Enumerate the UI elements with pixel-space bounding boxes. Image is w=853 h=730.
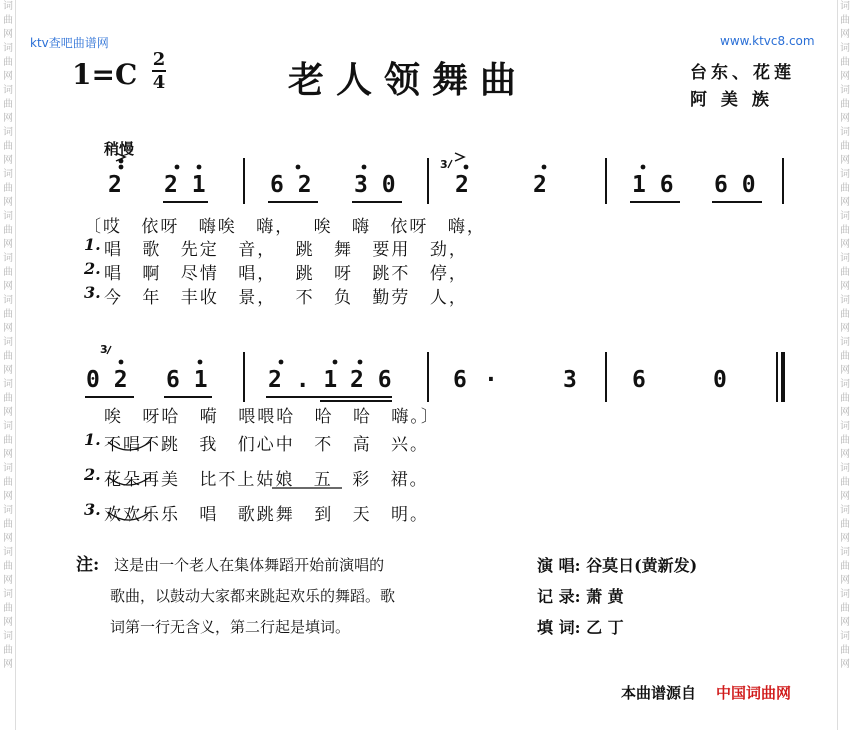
side-watermark-char: 词 [840, 211, 850, 222]
note-l2-4: 2 6 [350, 367, 392, 393]
side-watermark-char: 词 [3, 169, 13, 180]
side-watermark-char: 网 [840, 533, 850, 544]
side-watermark-char: 词 [3, 85, 13, 96]
side-watermark-char: 网 [3, 281, 13, 292]
note-l2-8: 6 [632, 367, 646, 393]
key-signature: 1=C [72, 58, 138, 91]
lyric-l1-row-1: 唱 歌 先定 音， 跳 舞 要用 劲， [104, 240, 468, 260]
side-watermark-char: 曲 [840, 99, 850, 110]
side-watermark-char: 词 [3, 505, 13, 516]
credit-lyricist [537, 612, 697, 643]
side-watermark-char: 网 [3, 407, 13, 418]
lyric-l2-row-1: 不唱不跳 我 们心中 不 高 兴。 [104, 435, 430, 455]
side-watermark-char: 曲 [840, 183, 850, 194]
side-watermark-char: 词 [3, 421, 13, 432]
note-l2-1: 0 2 [86, 367, 128, 393]
credit-recorder-value: 萧 黄 [586, 587, 624, 606]
lyric-l2-row-0: 唉 呀哈 嗬 喂喂哈 哈 哈 嗨。〕 [104, 407, 440, 427]
lyric-l2-row-3: 欢欢乐乐 唱 歌跳舞 到 天 明。 [104, 505, 430, 525]
side-watermark-char: 曲 [3, 267, 13, 278]
credit-singer [537, 550, 697, 581]
side-watermark-char: 词 [840, 589, 850, 600]
side-watermark-char: 曲 [840, 141, 850, 152]
note-l1-5: 2 [455, 172, 469, 198]
note-l2-6: · [484, 367, 498, 393]
octave-dots [119, 159, 646, 365]
side-watermark-char: 曲 [840, 603, 850, 614]
note-l1-8: 6 0 [714, 172, 756, 198]
side-watermark-char: 网 [3, 71, 13, 82]
grace-slash [107, 160, 452, 354]
footnote-label: 注: [76, 555, 100, 575]
side-watermark-char: 词 [840, 337, 850, 348]
side-watermark-char: 网 [3, 365, 13, 376]
side-watermark-char: 网 [3, 575, 13, 586]
side-watermark-char: 词 [840, 43, 850, 54]
side-watermark-char: 网 [840, 155, 850, 166]
side-watermark-char: 曲 [840, 15, 850, 26]
side-watermark-char: 词 [840, 505, 850, 516]
note-l1-4: 3 0 [354, 172, 396, 198]
side-watermark-char: 曲 [3, 645, 13, 656]
side-watermark-char: 曲 [3, 435, 13, 446]
side-watermark-char: 词 [840, 547, 850, 558]
verse-num-l2-3: 3. [84, 500, 101, 519]
credit-singer-value: 谷莫日(黄新发) [586, 556, 698, 575]
footnote-line-2: 歌曲，以鼓动大家都来跳起欢乐的舞蹈。歌 [110, 587, 396, 605]
side-watermark-char: 词 [3, 127, 13, 138]
side-watermark-char: 词 [840, 379, 850, 390]
side-watermark-char: 网 [3, 617, 13, 628]
side-watermark-char: 词 [840, 1, 850, 12]
beam-underlines [85, 202, 762, 401]
lyric-l1-row-2: 唱 啊 尽情 唱， 跳 呀 跳不 停， [104, 264, 468, 284]
side-watermark-char: 网 [840, 407, 850, 418]
side-watermark-char: 网 [840, 365, 850, 376]
source-prefix: 本曲谱源自 [621, 684, 697, 702]
side-watermark-char: 网 [3, 323, 13, 334]
side-watermark-char: 曲 [3, 141, 13, 152]
side-watermark-char: 词 [840, 85, 850, 96]
side-watermark-char: 词 [3, 337, 13, 348]
origin-line-1: 台东、花莲 [690, 63, 795, 83]
note-l1-1: 2 [108, 172, 122, 198]
note-l1-6: 2 [533, 172, 547, 198]
verse-num-l1-2: 2. [84, 259, 101, 278]
side-watermark-char: 曲 [840, 225, 850, 236]
side-watermark-char: 网 [3, 533, 13, 544]
side-watermark-char: 曲 [840, 561, 850, 572]
side-watermark-char: 曲 [840, 645, 850, 656]
side-watermark-char: 词 [3, 379, 13, 390]
side-watermark-char: 曲 [3, 351, 13, 362]
lyric-ties [108, 442, 342, 520]
credits [537, 550, 697, 643]
source-site-link[interactable]: 中国词曲网 [716, 684, 792, 702]
side-watermark-char: 曲 [840, 393, 850, 404]
side-watermark-char: 词 [3, 589, 13, 600]
note-l2-3: 2 . 1 [268, 367, 338, 393]
credit-recorder-label: 记 录: [537, 587, 581, 606]
side-watermark-char: 网 [3, 29, 13, 40]
side-watermark-char: 网 [840, 71, 850, 82]
side-watermark-char: 网 [840, 197, 850, 208]
verse-num-l2-1: 1. [84, 430, 101, 449]
side-watermark-char: 曲 [3, 561, 13, 572]
time-sig-bottom: 4 [152, 72, 166, 93]
side-watermark-char: 词 [840, 631, 850, 642]
watermark-right: www.ktvc8.com [720, 34, 815, 48]
credit-lyricist-label: 填 词: [537, 618, 581, 637]
verse-num-l1-3: 3. [84, 283, 101, 302]
side-watermark-char: 词 [3, 295, 13, 306]
side-watermark-char: 网 [3, 155, 13, 166]
side-watermark-char: 曲 [3, 309, 13, 320]
verse-num-l2-2: 2. [84, 465, 101, 484]
side-watermark-char: 网 [840, 659, 850, 670]
side-watermark-char: 网 [3, 449, 13, 460]
footnote-line-1: 这是由一个老人在集体舞蹈开始前演唱的 [114, 556, 385, 574]
side-watermark-char: 曲 [3, 603, 13, 614]
side-watermark-char: 网 [840, 281, 850, 292]
side-watermark-char: 网 [3, 113, 13, 124]
side-watermark-char: 词 [3, 631, 13, 642]
time-sig-top: 2 [152, 49, 166, 70]
note-l2-9: 0 [713, 367, 727, 393]
note-l2-2: 6 1 [166, 367, 208, 393]
accent-marks [116, 153, 464, 161]
credit-singer-label: 演 唱: [537, 556, 581, 575]
side-watermark-char: 网 [840, 323, 850, 334]
side-watermark-char: 曲 [3, 183, 13, 194]
side-watermark-char: 曲 [840, 309, 850, 320]
note-l1-7: 1 6 [632, 172, 674, 198]
side-watermark-char: 曲 [3, 393, 13, 404]
side-watermark-char: 曲 [3, 57, 13, 68]
lyric-l2-row-2: 花朵再美 比不上姑娘 五 彩 裙。 [104, 470, 429, 490]
side-watermark-char: 网 [3, 659, 13, 670]
credit-recorder [537, 581, 697, 612]
side-watermark-char: 曲 [840, 57, 850, 68]
note-l1-2: 2 1 [164, 172, 206, 198]
lyric-l1-row-3: 今 年 丰收 景， 不 负 勤劳 人， [104, 288, 468, 308]
side-watermark-char: 网 [840, 113, 850, 124]
lyric-l1-row-0: 〔哎 依呀 嗨唉 嗨， 唉 嗨 依呀 嗨， [84, 217, 486, 237]
side-watermark-char: 网 [840, 29, 850, 40]
note-l2-7: 3 [563, 367, 577, 393]
source-line [621, 682, 791, 703]
side-watermark-char: 网 [840, 617, 850, 628]
side-watermark-char: 词 [3, 43, 13, 54]
side-watermark-char: 词 [840, 421, 850, 432]
note-l1-3: 6 2 [270, 172, 312, 198]
song-title: 老人领舞曲 [288, 59, 529, 101]
grace-note-l2: 3 [100, 343, 108, 356]
side-watermark-char: 网 [840, 239, 850, 250]
side-watermark-char: 词 [840, 253, 850, 264]
tempo-marking: 稍慢 [104, 140, 135, 158]
side-watermark-char: 词 [3, 211, 13, 222]
side-watermark-char: 曲 [3, 477, 13, 488]
watermark-left: ktv查吧曲谱网 [30, 36, 109, 50]
side-watermark-char: 词 [3, 1, 13, 12]
side-watermark-char: 网 [3, 491, 13, 502]
side-watermark-char: 曲 [840, 351, 850, 362]
note-l2-5: 6 [453, 367, 467, 393]
footnote [76, 550, 395, 643]
side-watermark-char: 词 [840, 169, 850, 180]
footnote-line-3: 词第一行无含义，第二行起是填词。 [110, 618, 351, 636]
side-watermark-char: 词 [3, 253, 13, 264]
side-watermark-char: 网 [3, 197, 13, 208]
side-watermark-char: 网 [3, 239, 13, 250]
verse-num-l1-1: 1. [84, 235, 101, 254]
side-watermark-char: 词 [3, 547, 13, 558]
side-watermark-char: 曲 [840, 477, 850, 488]
side-watermark-char: 词 [840, 295, 850, 306]
side-watermark-char: 曲 [3, 519, 13, 530]
side-watermark-char: 网 [840, 575, 850, 586]
side-watermark-char: 曲 [840, 435, 850, 446]
side-watermark-char: 曲 [840, 267, 850, 278]
side-watermark-char: 曲 [840, 519, 850, 530]
side-watermark-char: 曲 [3, 225, 13, 236]
grace-note-l1: 3 [440, 158, 448, 171]
side-watermark-char: 曲 [3, 15, 13, 26]
side-watermark-char: 网 [840, 449, 850, 460]
origin-line-2: 阿 美 族 [690, 90, 773, 110]
side-watermark-char: 网 [840, 491, 850, 502]
side-watermark-char: 词 [3, 463, 13, 474]
credit-lyricist-value: 乙 丁 [586, 618, 624, 637]
side-watermark-char: 曲 [3, 99, 13, 110]
side-watermark-char: 词 [840, 127, 850, 138]
side-watermark-char: 词 [840, 463, 850, 474]
